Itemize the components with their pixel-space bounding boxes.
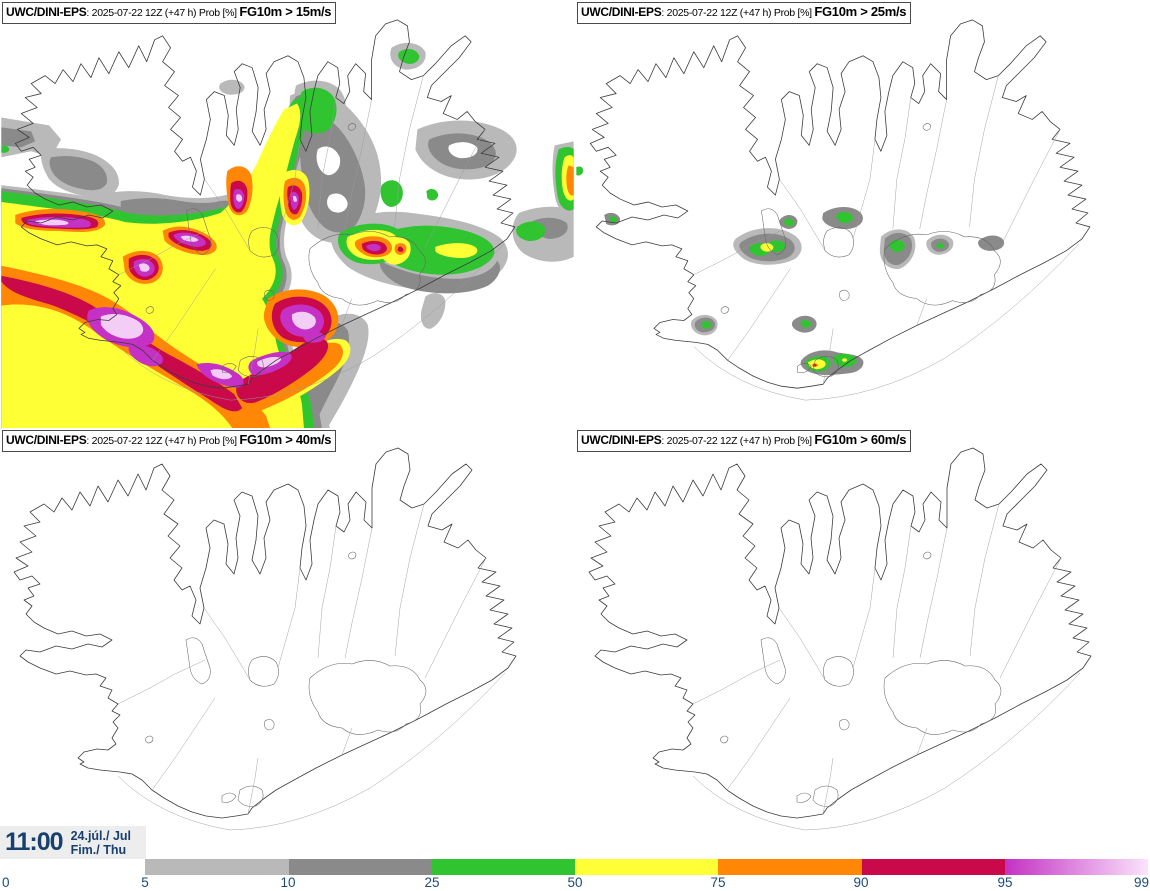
map-fg10m-60ms <box>575 428 1150 858</box>
panel-fg10m-25ms <box>575 0 1150 430</box>
run-info: 2025-07-22 12Z (+47 h) Prob [%] <box>91 7 240 19</box>
colorbar-tick: 0 <box>2 875 10 890</box>
valid-weekday-line: Fim./ Thu <box>70 842 127 857</box>
threshold-label: FG10m > 25m/s <box>814 4 907 19</box>
footer <box>0 822 1150 891</box>
model-name: UWC/DINI-EPS <box>581 433 662 447</box>
colorbar-tick: 10 <box>280 875 296 890</box>
colorbar-segment <box>1005 859 1148 875</box>
map-fg10m-15ms <box>0 0 575 428</box>
valid-time: 11:00 <box>5 828 63 856</box>
panel-title: UWC/DINI-EPS: 2025-07-22 12Z (+47 h) Prob [%] FG10m > 25m/s <box>577 2 911 24</box>
colorbar-tick: 5 <box>141 875 149 890</box>
threshold-label: FG10m > 40m/s <box>239 432 332 447</box>
model-name: UWC/DINI-EPS <box>6 433 87 447</box>
colorbar-tick: 25 <box>424 875 440 890</box>
panel-fg10m-15ms <box>0 0 575 430</box>
run-info: 2025-07-22 12Z (+47 h) Prob [%] <box>91 435 240 447</box>
valid-date <box>71 829 131 857</box>
colorbar-tick: 90 <box>853 875 869 890</box>
colorbar-segment <box>862 859 1005 875</box>
map-fg10m-40ms <box>0 428 575 858</box>
valid-date-line: 24.júl./ Jul <box>70 828 131 843</box>
colorbar-segment <box>145 859 288 875</box>
model-name: UWC/DINI-EPS <box>581 5 662 19</box>
panel-title: UWC/DINI-EPS: 2025-07-22 12Z (+47 h) Prob [%] FG10m > 40m/s <box>2 430 336 452</box>
colorbar-tick: 99 <box>1133 875 1149 890</box>
colorbar-segment <box>432 859 575 875</box>
colorbar-segment <box>2 859 145 875</box>
threshold-label: FG10m > 60m/s <box>814 432 907 447</box>
model-name: UWC/DINI-EPS <box>6 5 87 19</box>
valid-time-box <box>0 826 146 859</box>
panel-fg10m-60ms <box>575 428 1150 858</box>
colorbar-segment <box>289 859 432 875</box>
panel-title: UWC/DINI-EPS: 2025-07-22 12Z (+47 h) Prob [%] FG10m > 15m/s <box>2 2 336 24</box>
map-fg10m-25ms <box>575 0 1150 428</box>
colorbar-segment <box>718 859 861 875</box>
colorbar-tick: 75 <box>710 875 726 890</box>
panel-fg10m-40ms <box>0 428 575 858</box>
colorbar-tick: 95 <box>997 875 1013 890</box>
colorbar-ticks <box>0 875 1150 891</box>
panel-title: UWC/DINI-EPS: 2025-07-22 12Z (+47 h) Prob [%] FG10m > 60m/s <box>577 430 911 452</box>
probability-colorbar <box>2 859 1148 875</box>
colorbar-segment <box>575 859 718 875</box>
run-info: 2025-07-22 12Z (+47 h) Prob [%] <box>666 7 815 19</box>
colorbar-tick: 50 <box>567 875 583 890</box>
run-info: 2025-07-22 12Z (+47 h) Prob [%] <box>666 435 815 447</box>
threshold-label: FG10m > 15m/s <box>239 4 332 19</box>
